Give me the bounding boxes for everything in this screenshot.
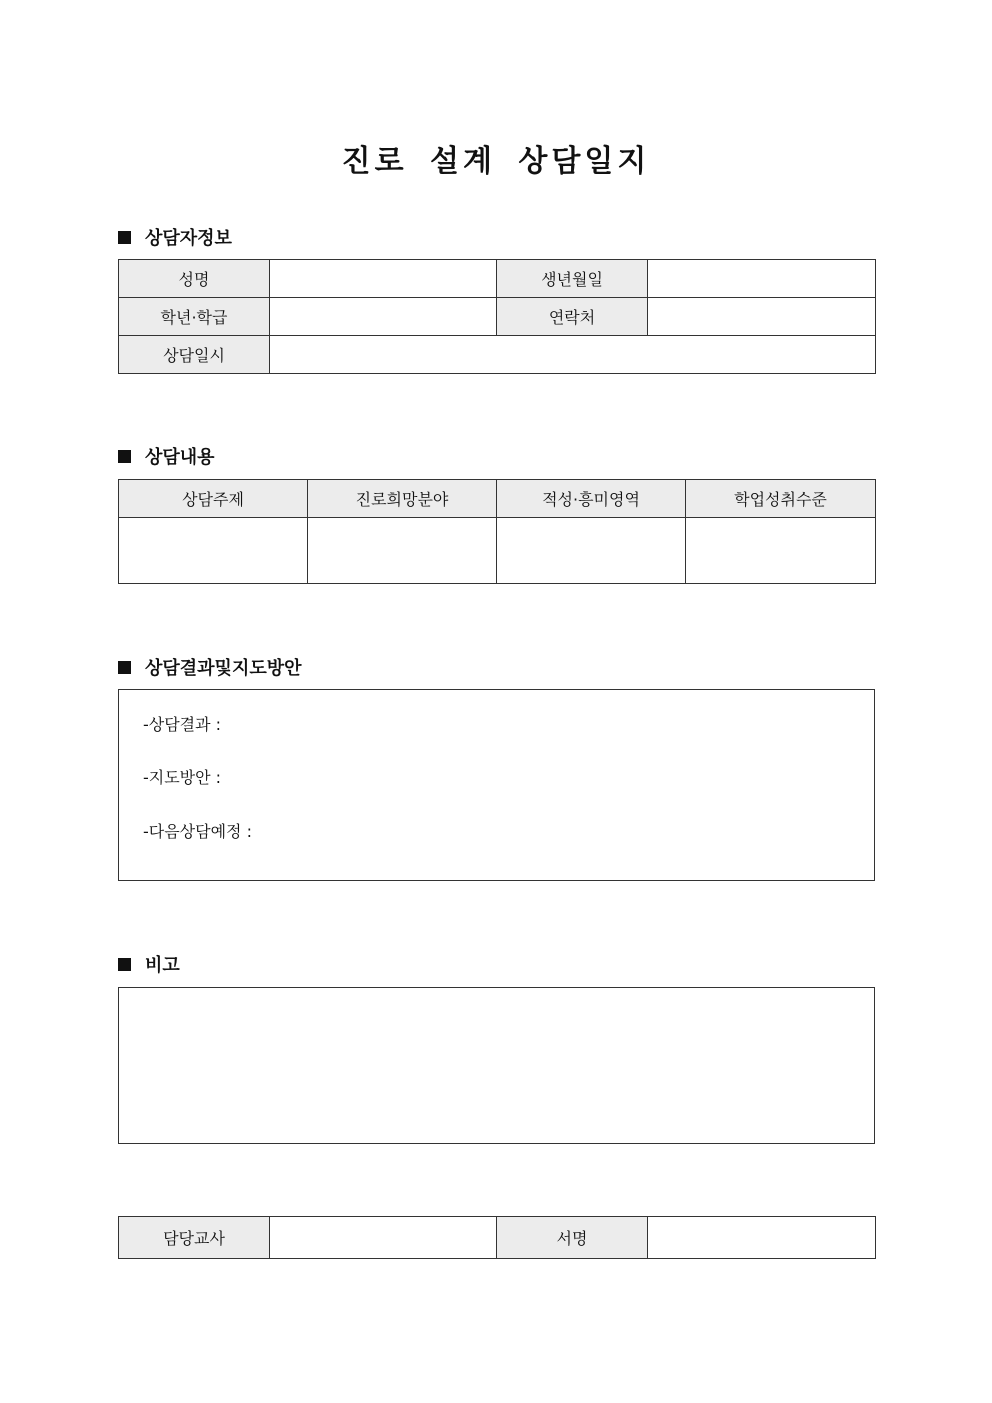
career-field-field[interactable] (308, 518, 497, 584)
column-header-career-field: 진로희망분야 (308, 480, 497, 518)
square-bullet-icon (118, 661, 131, 674)
teacher-field[interactable] (270, 1217, 497, 1259)
signature-field[interactable] (648, 1217, 876, 1259)
column-header-topic: 상담주제 (119, 480, 308, 518)
section-heading-counseling-content (118, 443, 215, 469)
section-heading-counselee-info (118, 224, 232, 250)
results-guidance-box[interactable] (118, 689, 875, 881)
topic-field[interactable] (119, 518, 308, 584)
birthdate-field[interactable] (648, 260, 876, 298)
datetime-label: 상담일시 (119, 336, 270, 374)
results-line: -상담결과 : (143, 715, 222, 734)
name-field[interactable] (270, 260, 497, 298)
section-heading-label: 상담내용 (145, 447, 215, 468)
datetime-field[interactable] (270, 336, 876, 374)
counseling-content-table (118, 479, 876, 584)
name-label: 성명 (119, 260, 270, 298)
square-bullet-icon (118, 958, 131, 971)
column-header-achievement: 학업성취수준 (686, 480, 876, 518)
section-heading-label: 비고 (145, 955, 180, 976)
achievement-field[interactable] (686, 518, 876, 584)
next-session-line: -다음상담예정 : (143, 822, 252, 841)
section-heading-remarks (118, 951, 180, 977)
section-heading-results-guidance (118, 654, 302, 680)
square-bullet-icon (118, 450, 131, 463)
column-header-aptitude: 적성·흥미영역 (497, 480, 686, 518)
section-heading-label: 상담자정보 (145, 228, 232, 249)
grade-class-field[interactable] (270, 298, 497, 336)
guidance-line: -지도방안 : (143, 768, 222, 787)
aptitude-field[interactable] (497, 518, 686, 584)
signature-label: 서명 (497, 1217, 648, 1259)
grade-class-label: 학년·학급 (119, 298, 270, 336)
contact-field[interactable] (648, 298, 876, 336)
counselee-info-table (118, 259, 876, 374)
birthdate-label: 생년월일 (497, 260, 648, 298)
square-bullet-icon (118, 231, 131, 244)
section-heading-label: 상담결과및지도방안 (145, 658, 302, 679)
remarks-box[interactable] (118, 987, 875, 1144)
document-title: 진로 설계 상담일지 (341, 144, 651, 179)
teacher-label: 담당교사 (119, 1217, 270, 1259)
contact-label: 연락처 (497, 298, 648, 336)
signature-table (118, 1216, 876, 1259)
